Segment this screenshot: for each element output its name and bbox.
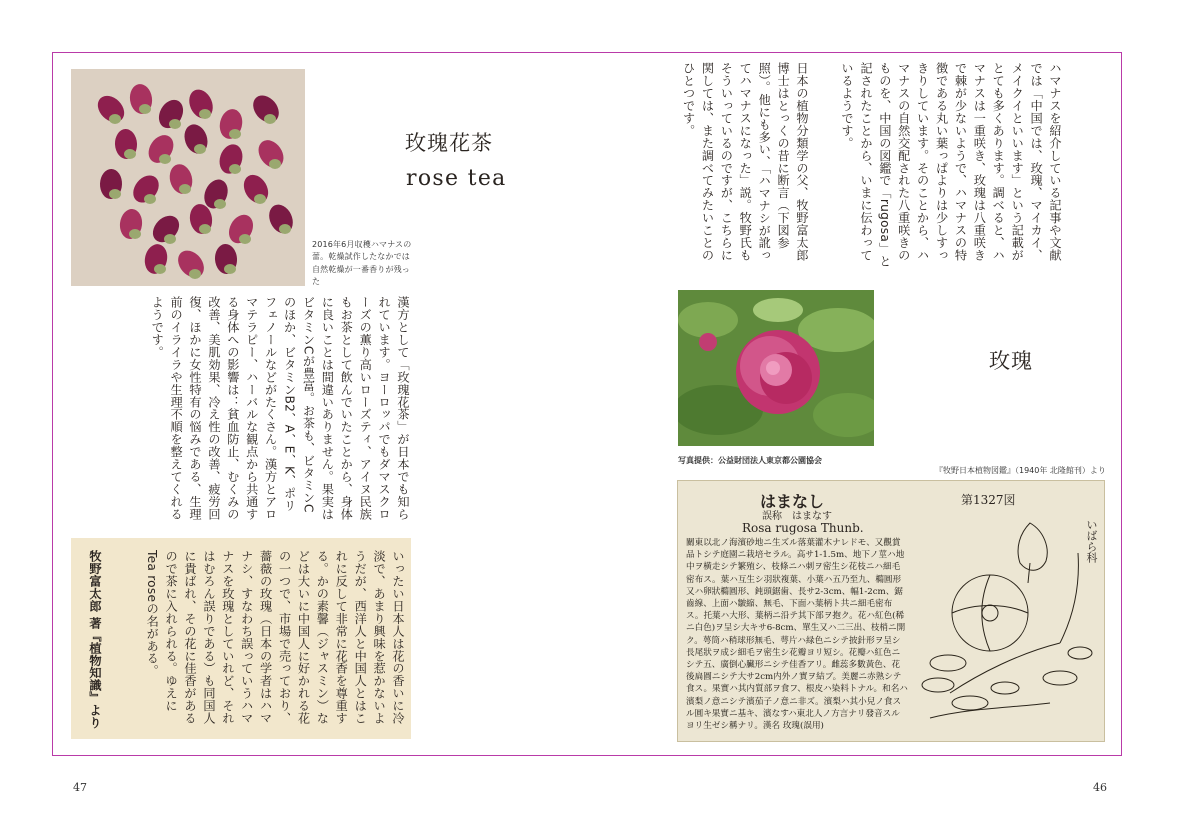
book-fig-number: 第1327図: [961, 493, 1016, 507]
rosebud-calyx: [154, 264, 166, 274]
book-description: 關東以北ノ海濱砂地ニ生ズル落葉灌木ナレドモ、又觀賞品トシテ庭園ニ栽培セラル。高サ1-1.5m、地下ノ莖ハ地中ヲ横走シテ繁殖シ、枝條ニハ刺ヲ密生シ花枝ニハ細毛密布ス。葉ハ互生シ羽狀複葉、小葉ハ五乃至九、橢圓形又ハ卵狀橢圓形、鈍頭鋸歯、長サ2-3cm、幅1-2cm、鋸齒線、上面ハ皺縮、無毛、下面ハ葉柄ト共ニ細毛密布ス。托葉ハ大形、葉柄ニ沿テ其下部ヲ抱ク。花ハ紅色(稀ニ白色)ヲ呈シ大キサ6-8cm、單生又ハ二三出、枝梢ニ開ク。萼筒ハ稍球形無毛、萼片ハ緑色ニシテ披針形ヲ呈シ長尾狀ヲ成シ細毛ヲ密生シ花瓣ヨリ短シ。花瓣ハ紅色ニシテ五、廣倒心臟形ニシテ佳香アリ。雌蕊多數黃色、花後扁圓ニシテ大サ2cm内外ノ實ヲ結ブ。美麗ニ赤熟シテ食ス。果實ハ其内質部ヲ食フ、根皮ハ染料トナル。和名ハ濱梨ノ意ニシテ濱茄子ノ意ニ非ズ。濱梨ハ其小兒ノ食スル圓キ果實ニ基キ、濱なすハ東北人ノ方言ナリ發音スルヨリ生ゼシ稱ナリ。漢名 玫瑰(誤用): [686, 538, 908, 732]
rosebud-calyx: [164, 234, 176, 244]
rosebud-calyx: [239, 234, 251, 244]
rosebud-calyx: [269, 159, 281, 169]
tea-title-ja: 玫瑰花茶: [405, 131, 494, 155]
rosebud-calyx: [169, 119, 181, 129]
rosebud-calyx: [264, 114, 276, 124]
rosebud-calyx: [139, 104, 151, 114]
rosebud-calyx: [229, 129, 241, 139]
dried-rosebuds-photo: [71, 69, 305, 286]
rosebud-calyx: [254, 194, 266, 204]
rosebud-caption: 2016年6月収穫ハマナスの蕾。乾燥試作したなかでは自然乾燥が一番香りが残った: [312, 240, 412, 287]
book-latin: Rosa rugosa Thunb.: [742, 521, 864, 535]
makino-text: 日本の植物分類学の父、牧野富太郎博士はとっくの昔に断言（下図参照）。他にも多い、「ハマナシが訛ってハマナスになった」説。牧野氏もそういっているのですが、こちらに関しては、また調べてみたいことのひとつです。: [681, 62, 809, 262]
quote-text: いったい日本人は花の香いに冷淡で、あまり興味を惹かないようだが、西洋人と中国人とはこれに反して非常に花香を尊重する。かの素馨（ジャスミン）などは大いに中国人に好かれる花の一つで、市場で売っており、薔薇の玫瑰（日本の学者はハマナシ、すなわち誤っていうハマナスを玫瑰としていれど、それはむろん誤りである）も同国人に貴ばれ、その花に佳香があるので茶に入れられる。ゆえにTea roseの名がある。: [145, 550, 405, 725]
rosebud-calyx: [144, 194, 156, 204]
book-family: いばら科: [1085, 519, 1098, 563]
photo-credit: 写真提供：公益財団法人東京都公園協会: [678, 456, 822, 465]
rose-title: 玫瑰: [989, 349, 1034, 373]
rosebud-calyx: [199, 109, 211, 119]
rosebud-calyx: [229, 164, 241, 174]
book-reference-panel: [677, 480, 1105, 742]
rosebud-calyx: [194, 144, 206, 154]
rosebud-calyx: [109, 114, 121, 124]
tea-body-text: 漢方として「玫瑰花茶」が日本でも知られています。ヨーロッパでもダマスクローズの薫り高いローズティ、アイヌ民族もお茶として飲んでいたことから、身体に良いことは間違いありません。果実はビタミンCが豊富。お茶も、ビタミンCのほか、ビタミンB2、A、E、K、ポリフェノールなどがたくさん。漢方とアロマテラピー、ハーバルな観点から共通する身体への影響は：貧血防止、むくみの改善、美肌効果、冷え性の改善、疲労回復、ほかに女性特有の悩みである、生理前のイライラや生理不順を整えてくれるようです。: [150, 296, 410, 520]
rosebud-calyx: [124, 149, 136, 159]
book-alt-name: 誤称 はまなす: [762, 511, 832, 522]
rosebud-calyx: [199, 224, 211, 234]
page-number-right: 46: [1093, 781, 1107, 794]
book-heading: はまなし: [760, 492, 825, 511]
rosebud-calyx: [224, 264, 236, 274]
rosebud-calyx: [214, 199, 226, 209]
rosebud-calyx: [179, 184, 191, 194]
rose-image: [678, 290, 874, 446]
rosebud-calyx: [109, 189, 121, 199]
rosebud-calyx: [159, 154, 171, 164]
rosebud-calyx: [189, 269, 201, 279]
intro-text: ハマナスを紹介している記事や文献では「中国では、玫瑰、マイカイ、メイクイといいます」という記載がとても多くあります。調べると、ハマナスは一重咲き、玫瑰は八重咲きで棘が少ないようで、ハマナスの特徴である丸い葉っぱよりは少しすっきりしています。そのことから、ハマナスの自然交配された八重咲きのものを、中国の図鑑で「rugosa」と記されたことから、いまに伝わっているようです。: [840, 62, 1062, 267]
quote-source: 牧野富太郎 著『植物知識』より: [88, 550, 102, 729]
rosebud-calyx: [129, 229, 141, 239]
rose-botanical-drawing: [910, 503, 1100, 733]
rosebud-calyx: [279, 224, 291, 234]
rosebuds-image: [71, 69, 305, 286]
page-number-left: 47: [73, 781, 87, 794]
rose-flower-photo: [678, 290, 874, 446]
ref-credit: 『牧野日本植物図鑑』（1940年 北隆館刊）より: [935, 466, 1106, 475]
tea-title-en: rose tea: [406, 166, 507, 191]
